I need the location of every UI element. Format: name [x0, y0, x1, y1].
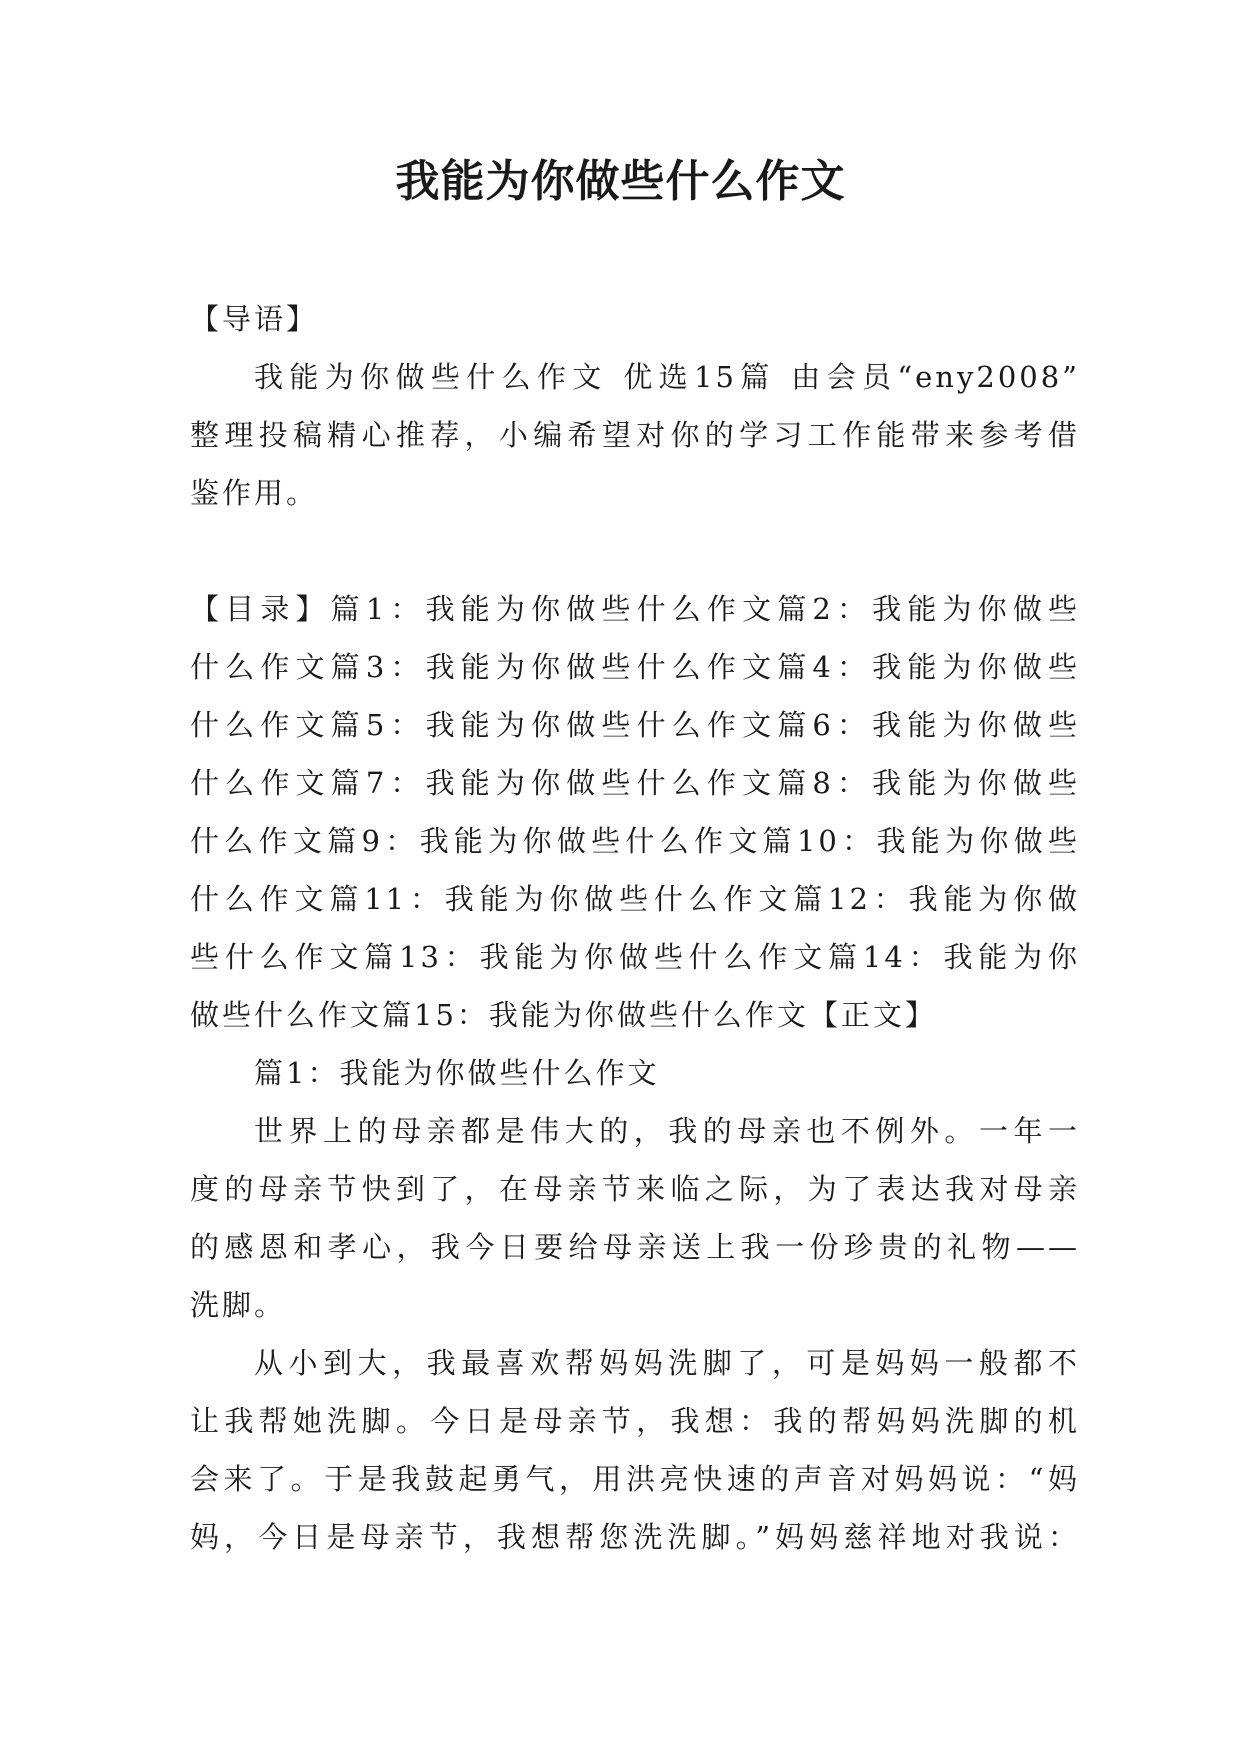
body-paragraph-line: 洗脚。: [190, 1288, 287, 1322]
body-paragraph-line: 度的母亲节快到了，在母亲节来临之际，为了表达我对母亲: [190, 1172, 1080, 1206]
body-paragraph-line: 妈，今日是母亲节，我想帮您洗洗脚。”妈妈慈祥地对我说：: [190, 1520, 1080, 1554]
body-paragraph-line: 会来了。于是我鼓起勇气，用洪亮快速的声音对妈妈说：“妈: [190, 1462, 1080, 1496]
body-paragraph-line: 世界上的母亲都是伟大的，我的母亲也不例外。一年一: [254, 1114, 1080, 1148]
intro-heading: 【导语】: [190, 302, 319, 336]
intro-paragraph-line: 整理投稿精心推荐，小编希望对你的学习工作能带来参考借: [190, 418, 1080, 452]
toc-line: 什么作文篇11：我能为你做些什么作文篇12：我能为你做: [190, 882, 1080, 916]
section-heading: 篇1：我能为你做些什么作文: [254, 1056, 660, 1090]
toc-line: 做些什么作文篇15：我能为你做些什么作文【正文】: [190, 998, 937, 1032]
intro-paragraph-line: 鉴作用。: [190, 476, 319, 510]
toc-line: 什么作文篇3：我能为你做些什么作文篇4：我能为你做些: [190, 650, 1080, 684]
document-title: 我能为你做些什么作文: [395, 156, 846, 207]
intro-paragraph-line: 我能为你做些什么作文 优选15篇 由会员“eny2008”: [254, 360, 1080, 394]
blank-line: [190, 522, 1080, 580]
document-body: [190, 290, 1080, 1566]
body-paragraph-line: 从小到大，我最喜欢帮妈妈洗脚了，可是妈妈一般都不: [254, 1346, 1080, 1380]
toc-line: 什么作文篇9：我能为你做些什么作文篇10：我能为你做些: [190, 824, 1080, 858]
body-paragraph-line: 的感恩和孝心，我今日要给母亲送上我一份珍贵的礼物——: [190, 1230, 1080, 1264]
toc-line: 些什么作文篇13：我能为你做些什么作文篇14：我能为你: [190, 940, 1080, 974]
toc-line: 【目录】篇1：我能为你做些什么作文篇2：我能为你做些: [190, 592, 1080, 626]
body-paragraph-line: 让我帮她洗脚。今日是母亲节，我想：我的帮妈妈洗脚的机: [190, 1404, 1080, 1438]
toc-line: 什么作文篇7：我能为你做些什么作文篇8：我能为你做些: [190, 766, 1080, 800]
toc-line: 什么作文篇5：我能为你做些什么作文篇6：我能为你做些: [190, 708, 1080, 742]
